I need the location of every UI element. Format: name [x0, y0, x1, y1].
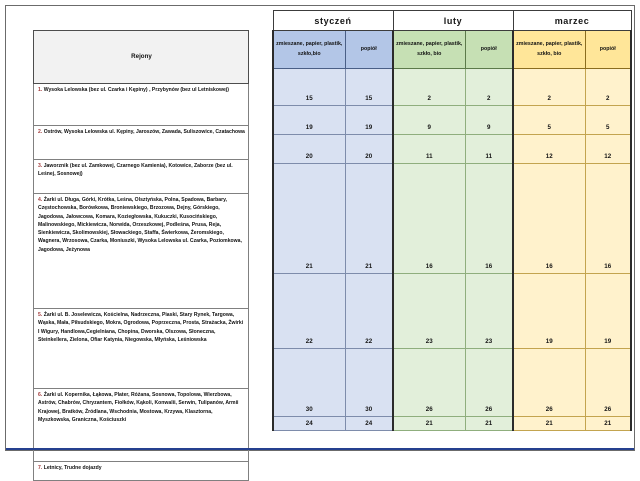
cell-r5-jan-mixed: 22 — [273, 274, 345, 349]
cell-r3-feb-mixed: 11 — [393, 135, 465, 164]
cell-r7-jan-ash: 24 — [345, 417, 393, 431]
regions-header-row — [34, 31, 249, 84]
region-row-1[interactable] — [34, 84, 249, 126]
cell-r5-mar-ash: 19 — [585, 274, 631, 349]
cell-r2-mar-mixed: 5 — [513, 106, 585, 135]
cell-r2-mar-ash: 5 — [585, 106, 631, 135]
region-number-5: 5. — [38, 312, 43, 318]
region-text-6: Żarki ul. Kopernika, Łąkowa, Plater, Różana, Sosnowa, Topolowa, Wierzbowa, Astrów, Chabrów, Chryzantem, Fiołków, Kąkoli, Konwalii, Serwin, Tulipanów, Armii Krajowej, Bratków, Źródlana, Wschodnia, Mostowa, Krzywa, Klasztorna, Myszkowska, Graniczna, Kościuszki — [38, 392, 239, 423]
region-number-1: 1. — [38, 87, 43, 93]
region-text-7: Letnicy, Trudne dojazdy — [43, 465, 102, 471]
cell-r6-feb-ash: 26 — [465, 349, 513, 417]
region-cell-2 — [34, 126, 249, 160]
bottom-accent-rule — [6, 448, 634, 450]
region-row-3[interactable] — [34, 160, 249, 194]
data-row-3 — [273, 135, 631, 164]
region-cell-1 — [34, 84, 249, 126]
region-cell-7 — [34, 462, 249, 481]
col-header-jan-ash: popiół — [345, 31, 393, 69]
cell-r5-mar-mixed: 19 — [513, 274, 585, 349]
cell-r4-jan-mixed: 21 — [273, 164, 345, 274]
cell-r4-feb-mixed: 16 — [393, 164, 465, 274]
cell-r1-mar-ash: 2 — [585, 69, 631, 106]
cell-r2-jan-mixed: 19 — [273, 106, 345, 135]
region-cell-4 — [34, 194, 249, 309]
cell-r4-mar-ash: 16 — [585, 164, 631, 274]
cell-r6-jan-ash: 30 — [345, 349, 393, 417]
region-text-4: Żarki ul. Długa, Górki, Krótka, Leśna, Olsztyńska, Polna, Spadowa, Barbary, Częstochowska, Borówkowa, Broniewskiego, Brzozowa, Dejny, Górskiego, Jagodowa, Jałowcowa, Komara, Koziegłowska, Kukuczki, Kusocińskiego, Malinowskiego, Mickiewicza, Norwida, Orzeszkowej, Podleśna, Prusa, Reja, Sienkiewicza, Skolimowskiej, Słowackiego, Staffa, Świerkowa, Żeromskiego, Wagnera, Wrzosowa, Czarka, Moniuszki, Wysoka Lelowska ul. Czarka, Poziomkowa, Jagodowa, Jeżynowa — [38, 197, 242, 253]
region-cell-5 — [34, 309, 249, 389]
region-number-4: 4. — [38, 197, 43, 203]
cell-r3-mar-ash: 12 — [585, 135, 631, 164]
cell-r5-jan-ash: 22 — [345, 274, 393, 349]
data-row-6 — [273, 349, 631, 417]
cell-r3-jan-mixed: 20 — [273, 135, 345, 164]
regions-header-cell: Rejony — [34, 31, 249, 84]
cell-r1-jan-ash: 15 — [345, 69, 393, 106]
data-row-2 — [273, 106, 631, 135]
cell-r5-feb-ash: 23 — [465, 274, 513, 349]
data-row-5 — [273, 274, 631, 349]
cell-r7-mar-mixed: 21 — [513, 417, 585, 431]
col-header-mar-ash: popiół — [585, 31, 631, 69]
month-header-marzec: marzec — [513, 11, 631, 31]
region-row-7[interactable] — [34, 462, 249, 481]
fraction-header-row — [273, 31, 631, 69]
cell-r3-feb-ash: 11 — [465, 135, 513, 164]
cell-r1-feb-mixed: 2 — [393, 69, 465, 106]
region-text-2: Ostrów, Wysoka Lelowska ul. Kępiny, Jaroszów, Zawada, Suliszowice, Czatachowa — [43, 129, 245, 135]
cell-r6-jan-mixed: 30 — [273, 349, 345, 417]
month-header-luty: luty — [393, 11, 513, 31]
cell-r7-feb-ash: 21 — [465, 417, 513, 431]
month-header-row — [273, 11, 631, 31]
cell-r7-feb-mixed: 21 — [393, 417, 465, 431]
cell-r4-mar-mixed: 16 — [513, 164, 585, 274]
region-text-1: Wysoka Lelowska (bez ul. Czarka i Kępiny) , Przybynów (bez ul Letniskowej) — [43, 87, 229, 93]
col-header-feb-ash: popiół — [465, 31, 513, 69]
region-row-2[interactable] — [34, 126, 249, 160]
region-number-3: 3. — [38, 163, 43, 169]
cell-r5-feb-mixed: 23 — [393, 274, 465, 349]
cell-r6-feb-mixed: 26 — [393, 349, 465, 417]
cell-r7-jan-mixed: 24 — [273, 417, 345, 431]
region-text-3: Jaworznik (bez ul. Zamkowej, Czarnego Kamienia), Kotowice, Zaborze (bez ul. Leśnej, Sosnowej) — [38, 163, 233, 178]
region-row-4[interactable] — [34, 194, 249, 309]
cell-r1-jan-mixed: 15 — [273, 69, 345, 106]
cell-r1-feb-ash: 2 — [465, 69, 513, 106]
region-cell-6 — [34, 389, 249, 462]
cell-r1-mar-mixed: 2 — [513, 69, 585, 106]
col-header-jan-mixed: zmieszane, papier, plastik, szkło,bio — [273, 31, 345, 69]
regions-table-body — [34, 31, 249, 481]
region-number-2: 2. — [38, 129, 43, 135]
region-number-7: 7. — [38, 465, 43, 471]
cell-r4-jan-ash: 21 — [345, 164, 393, 274]
cell-r2-jan-ash: 19 — [345, 106, 393, 135]
cell-r6-mar-ash: 26 — [585, 349, 631, 417]
cell-r7-mar-ash: 21 — [585, 417, 631, 431]
cell-r2-feb-mixed: 9 — [393, 106, 465, 135]
cell-r2-feb-ash: 9 — [465, 106, 513, 135]
data-row-4 — [273, 164, 631, 274]
schedule-body — [273, 69, 631, 431]
regions-table — [33, 30, 249, 481]
region-number-6: 6. — [38, 392, 43, 398]
col-header-feb-mixed: zmieszane, papier, plastik, szkło, bio — [393, 31, 465, 69]
cell-r4-feb-ash: 16 — [465, 164, 513, 274]
region-row-6[interactable] — [34, 389, 249, 462]
cell-r3-mar-mixed: 12 — [513, 135, 585, 164]
schedule-data-table — [272, 10, 632, 431]
data-row-7 — [273, 417, 631, 431]
region-cell-3 — [34, 160, 249, 194]
schedule-head — [273, 11, 631, 69]
region-row-5[interactable] — [34, 309, 249, 389]
data-row-1 — [273, 69, 631, 106]
cell-r3-jan-ash: 20 — [345, 135, 393, 164]
month-header-styczen: styczeń — [273, 11, 393, 31]
cell-r6-mar-mixed: 26 — [513, 349, 585, 417]
region-text-5: Żarki ul. B. Joselewicza, Kościelna, Nadrzeczna, Piaski, Stary Rynek, Targowa, Wąska, Mała, Piłsudskiego, Mokra, Ogrodowa, Poprzeczna, Prosta, Strażacka, Żwirki I Wigury, Handlowa,Cegielniana, Chopina, Dworska, Olszowa, Słoneczna, Steinkellera, Zielona, Ofiar Katynia, Niegowska, Młyńska, Leśniowska — [38, 312, 244, 343]
col-header-mar-mixed: zmieszane, papier, plastik, szkło, bio — [513, 31, 585, 69]
